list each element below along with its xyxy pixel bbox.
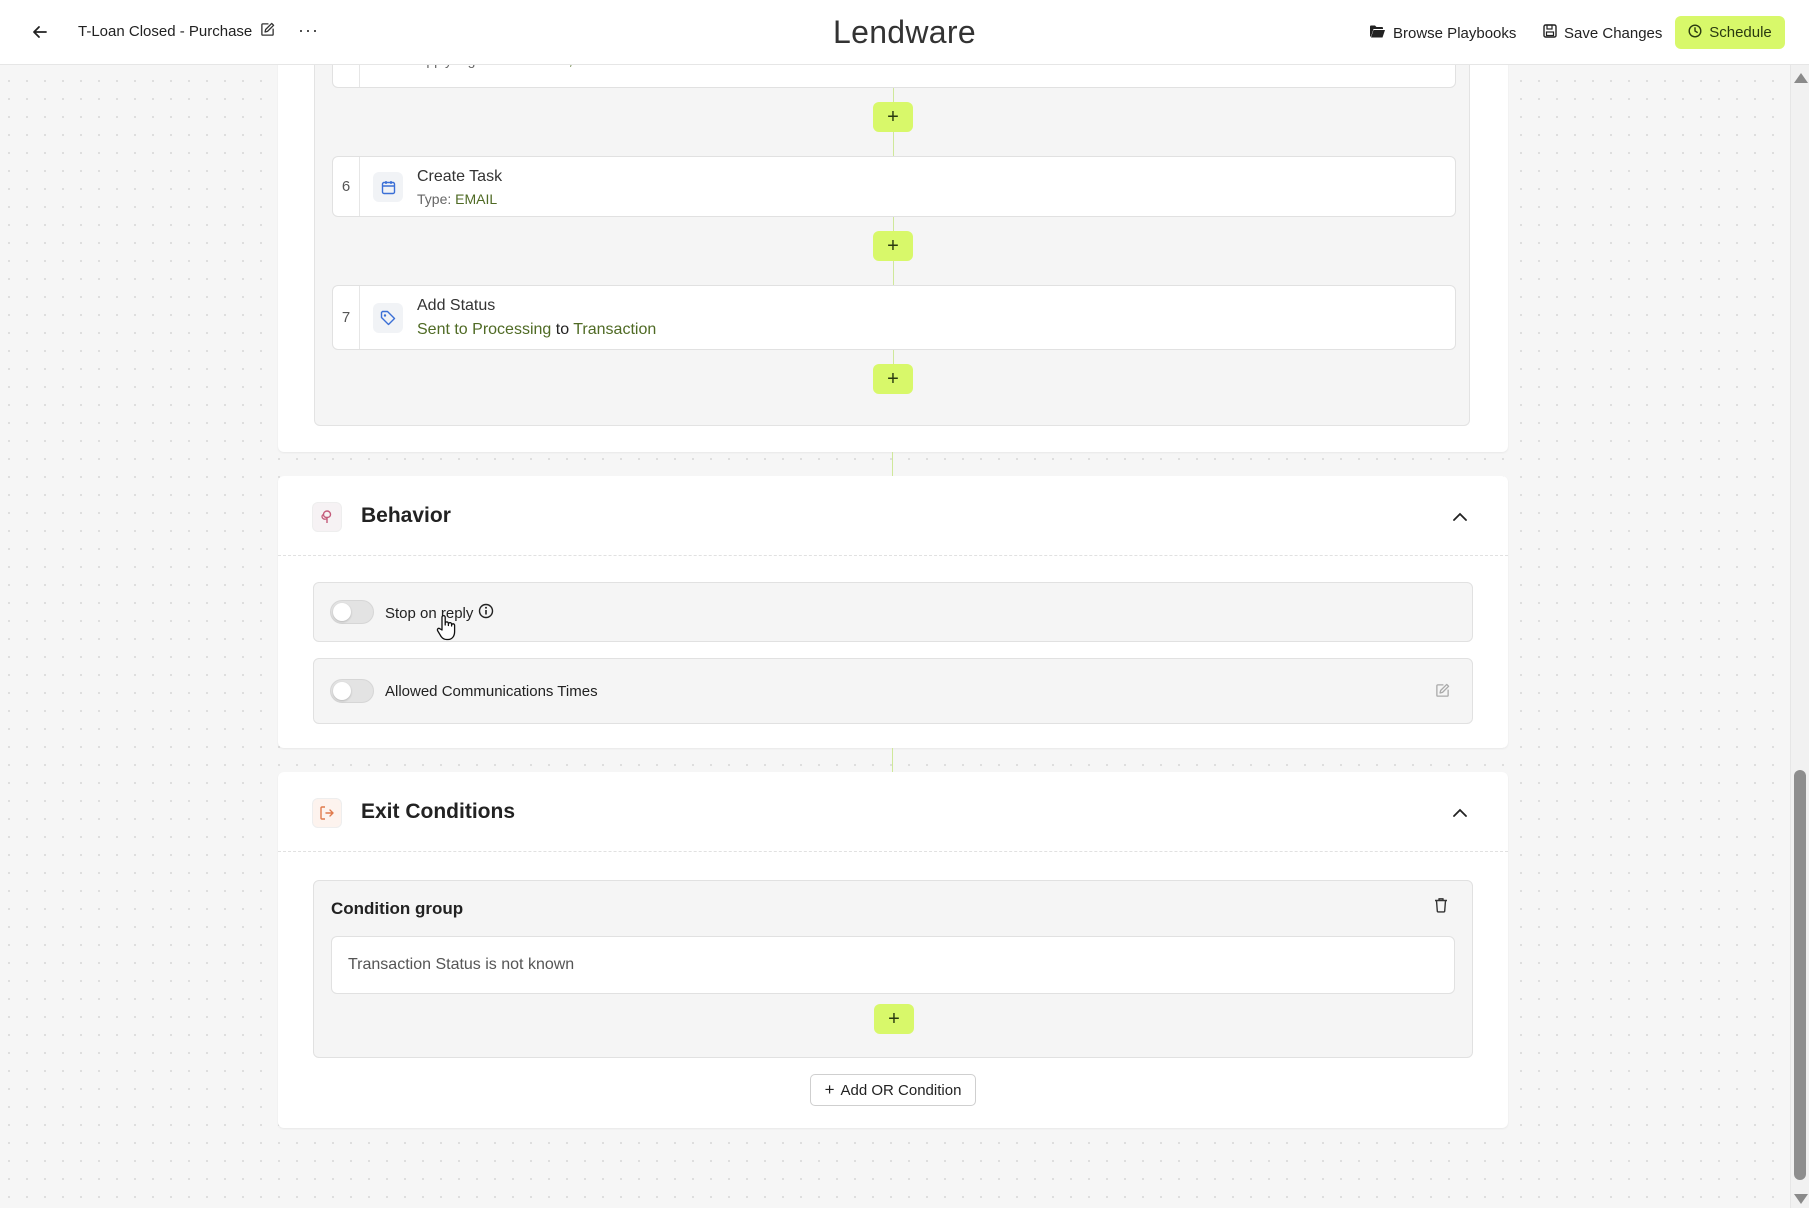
scrollbar-thumb[interactable]: [1794, 770, 1806, 1180]
behavior-card: [278, 476, 1508, 748]
step-title: Create Task: [417, 168, 503, 185]
info-icon[interactable]: [478, 603, 494, 623]
step-number: 6: [333, 157, 360, 216]
back-arrow-icon[interactable]: [28, 20, 52, 44]
connector-line: [892, 452, 893, 476]
step-card-add-status[interactable]: [332, 285, 1456, 350]
top-bar: [0, 0, 1809, 65]
calendar-icon: [373, 172, 403, 202]
chevron-up-icon[interactable]: [1450, 802, 1470, 822]
add-or-condition-label: Add OR Condition: [840, 1081, 962, 1099]
condition-row[interactable]: Transaction Status is not known: [331, 936, 1455, 994]
floppy-disk-icon: [1543, 24, 1557, 42]
playbook-title-text: T-Loan Closed - Purchase: [78, 23, 253, 40]
connector-line: [892, 748, 893, 772]
scroll-down-arrow-icon[interactable]: [1794, 1194, 1808, 1204]
step-task-type: EMAIL: [455, 191, 498, 207]
save-changes-label: Save Changes: [1564, 24, 1663, 42]
exit-icon: [312, 798, 342, 828]
add-step-button[interactable]: +: [873, 102, 913, 132]
condition-group: [313, 880, 1473, 1058]
add-or-condition-button[interactable]: [810, 1074, 976, 1106]
schedule-button[interactable]: [1675, 16, 1785, 49]
plus-icon: +: [824, 1080, 835, 1099]
clock-icon: [1688, 24, 1702, 42]
schedule-label: Schedule: [1709, 24, 1772, 41]
step-subtitle: [417, 191, 497, 207]
step-card-create-task[interactable]: [332, 156, 1456, 217]
edit-icon[interactable]: [1435, 683, 1450, 703]
condition-group-title: Condition group: [331, 899, 464, 918]
vertical-scrollbar[interactable]: [1790, 65, 1809, 1208]
trash-icon[interactable]: [1434, 897, 1448, 918]
stop-on-reply-text: Stop on reply: [385, 604, 474, 622]
tag-icon: [373, 303, 403, 333]
steps-card: [278, 40, 1508, 452]
hand-pointer-cursor-icon: [436, 614, 458, 647]
stop-on-reply-toggle[interactable]: [330, 600, 374, 624]
add-condition-button[interactable]: +: [874, 1004, 914, 1034]
brain-icon: [312, 502, 342, 532]
allowed-times-row: [313, 658, 1473, 724]
behavior-title: Behavior: [361, 504, 451, 527]
behavior-header: [278, 476, 1508, 556]
scroll-up-arrow-icon[interactable]: [1794, 73, 1808, 83]
step-number: 7: [333, 286, 360, 349]
exit-conditions-title: Exit Conditions: [361, 800, 515, 823]
status-target: Transaction: [573, 321, 657, 338]
save-changes-button[interactable]: [1543, 18, 1662, 48]
playbook-title: [78, 22, 275, 41]
allowed-times-toggle[interactable]: [330, 679, 374, 703]
folder-open-icon: [1369, 24, 1386, 43]
status-value: Sent to Processing: [417, 321, 552, 338]
step-subtitle: [417, 321, 656, 339]
edit-title-icon[interactable]: [260, 22, 275, 41]
status-connector: to: [555, 321, 570, 338]
add-step-button[interactable]: +: [873, 231, 913, 261]
steps-container: [314, 40, 1470, 426]
chevron-up-icon[interactable]: [1450, 506, 1470, 526]
allowed-times-label: Allowed Communications Times: [385, 683, 598, 700]
browse-playbooks-label: Browse Playbooks: [1393, 24, 1517, 42]
step-subtitle-prefix: Type:: [417, 191, 456, 207]
browse-playbooks-button[interactable]: [1369, 18, 1516, 48]
more-options-button[interactable]: ···: [298, 20, 319, 40]
stop-on-reply-row: [313, 582, 1473, 642]
add-step-button[interactable]: +: [873, 364, 913, 394]
exit-conditions-card: [278, 772, 1508, 1128]
lendware-logo: Lendware: [833, 14, 976, 50]
exit-conditions-header: [278, 772, 1508, 852]
step-title: Add Status: [417, 297, 496, 314]
